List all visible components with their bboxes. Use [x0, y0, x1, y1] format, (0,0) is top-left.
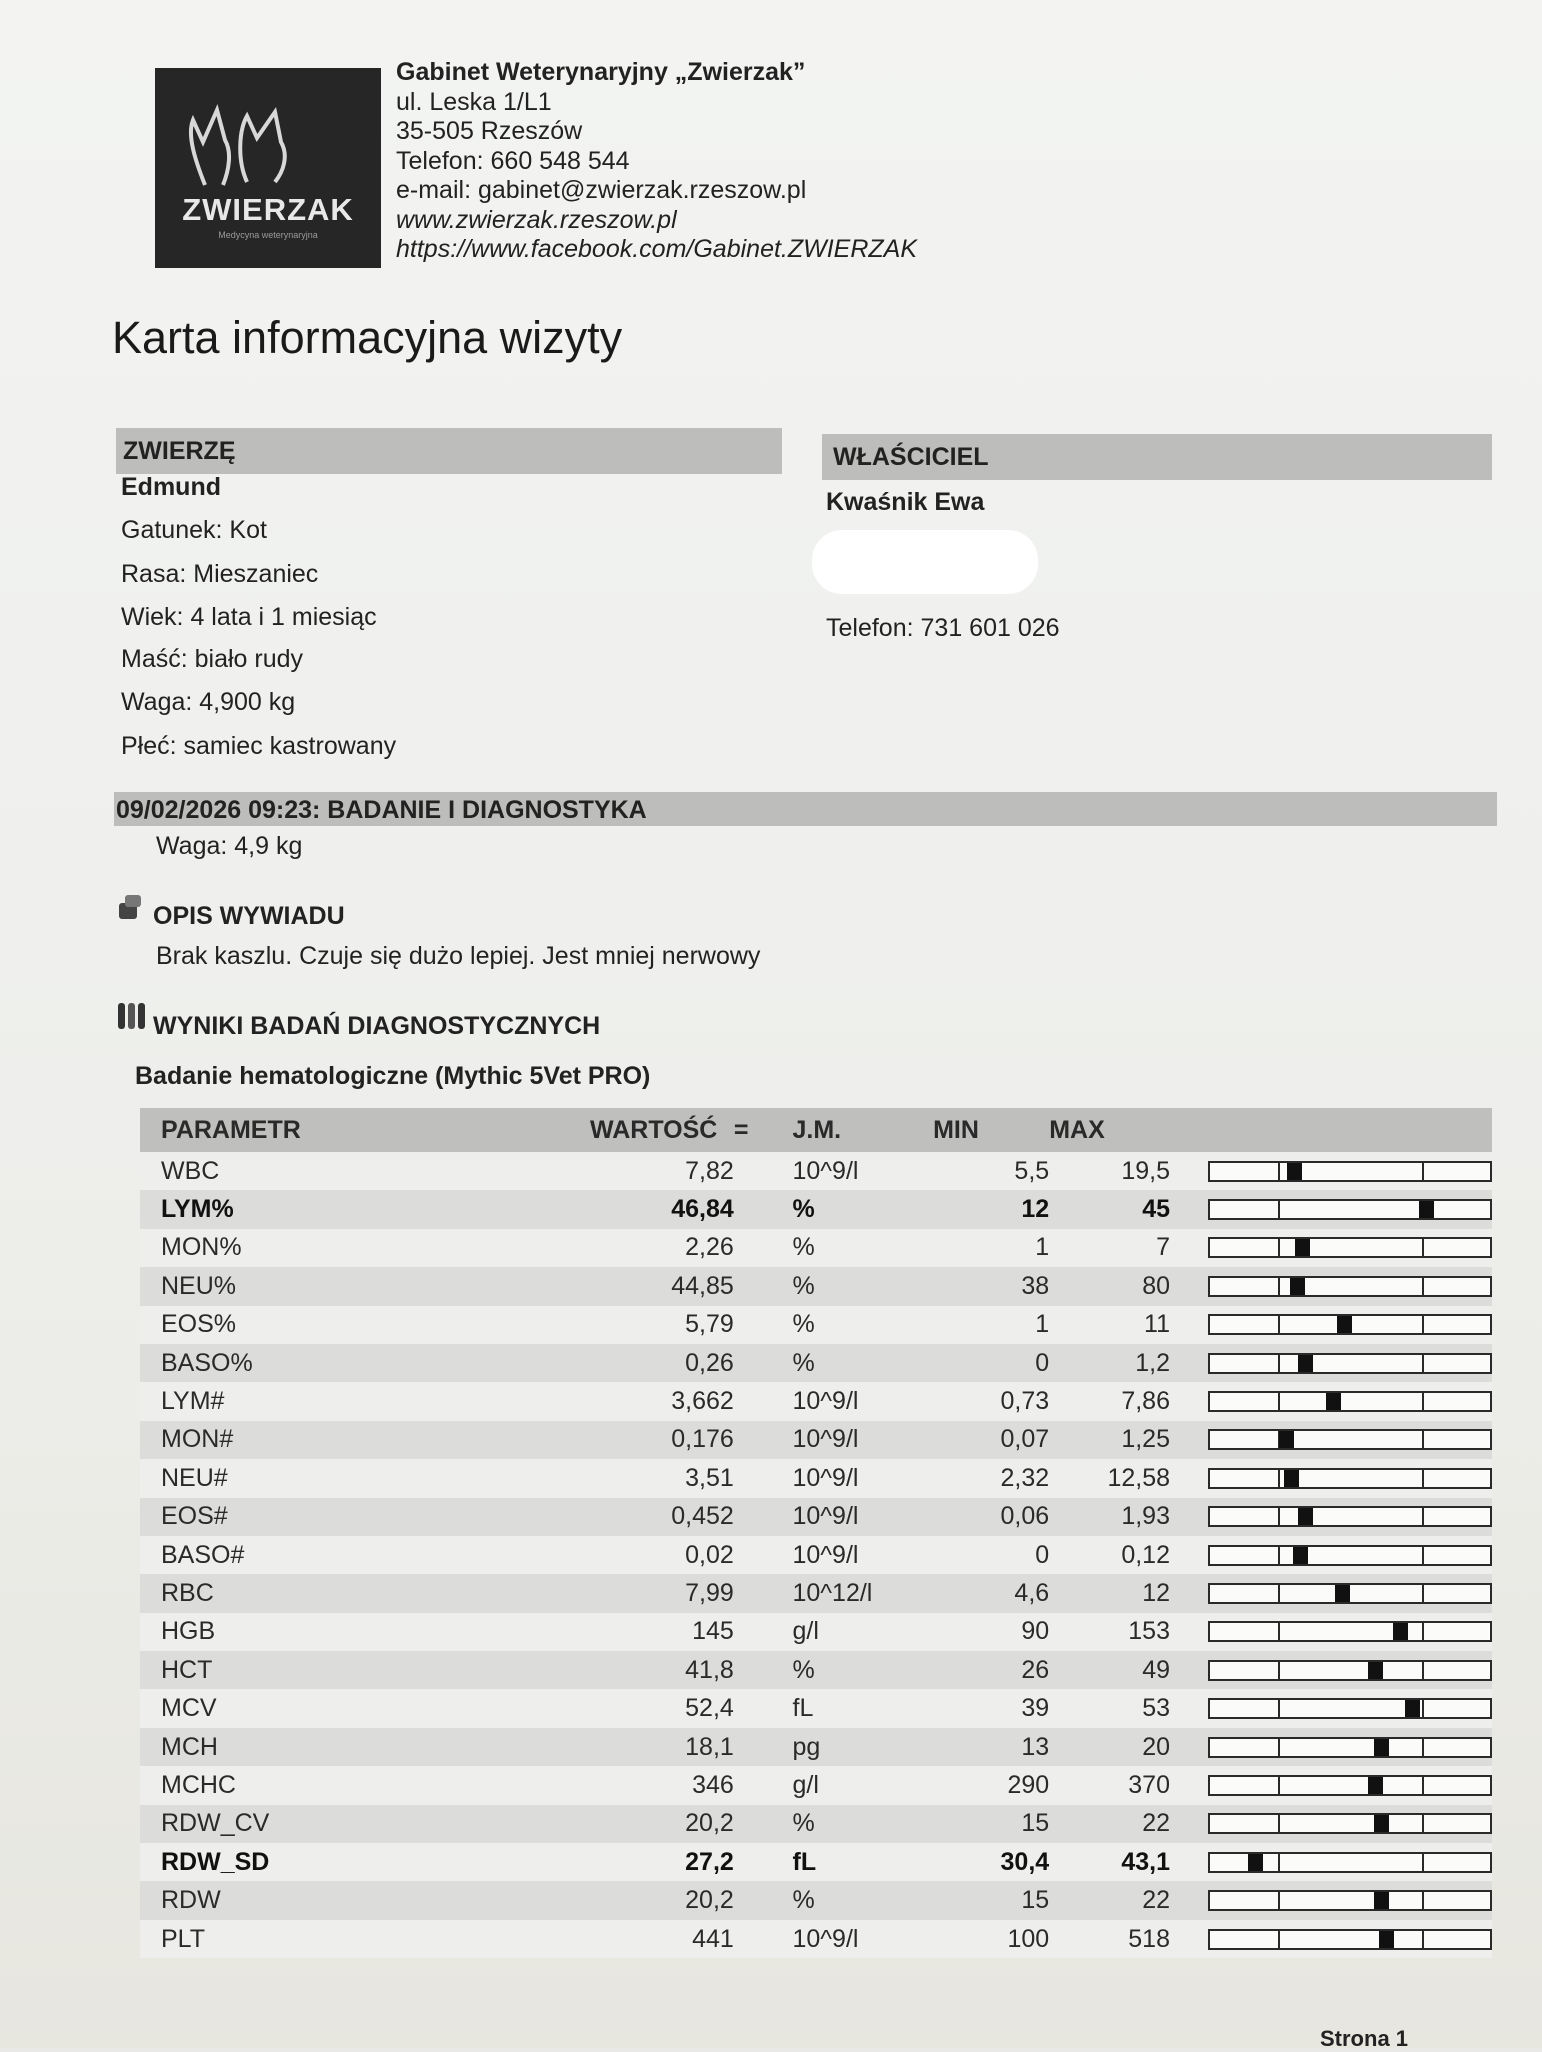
gauge-min-line — [1278, 1163, 1280, 1180]
clinic-phone: Telefon: 660 548 544 — [396, 146, 630, 175]
page-number: Strona 1 — [1320, 2026, 1409, 2051]
gauge-max-line — [1422, 1700, 1424, 1717]
gauge-marker — [1284, 1470, 1299, 1487]
col-min: MIN — [933, 1108, 1049, 1152]
range-gauge — [1208, 1583, 1492, 1604]
unit-cell: % — [767, 1805, 934, 1843]
results-header: WYNIKI BADAŃ DIAGNOSTYCZNYCH — [153, 1012, 601, 1040]
gauge-min-line — [1278, 1201, 1280, 1218]
range-gauge — [1208, 1506, 1492, 1527]
value-cell: 46,84 — [590, 1190, 734, 1228]
range-gauge-cell — [1170, 1843, 1492, 1881]
range-gauge-cell — [1170, 1536, 1492, 1574]
range-gauge — [1208, 1314, 1492, 1335]
gauge-min-line — [1278, 1316, 1280, 1333]
max-cell: 43,1 — [1049, 1843, 1170, 1881]
clinic-email: e-mail: gabinet@zwierzak.rzeszow.pl — [396, 176, 807, 204]
gauge-min-line — [1278, 1815, 1280, 1832]
animal-age: Wiek: 4 lata i 1 miesiąc — [121, 603, 377, 631]
table-row — [140, 1421, 1492, 1459]
table-row — [140, 1344, 1492, 1382]
value-cell: 41,8 — [590, 1651, 734, 1689]
unit-cell: 10^12/l — [767, 1574, 934, 1612]
unit-cell: % — [767, 1190, 934, 1228]
range-gauge — [1208, 1698, 1492, 1719]
eq-cell — [734, 1190, 767, 1228]
min-cell: 1 — [933, 1306, 1049, 1344]
gauge-marker — [1368, 1777, 1383, 1794]
range-gauge-cell — [1170, 1920, 1492, 1958]
value-cell: 2,26 — [590, 1229, 734, 1267]
range-gauge — [1208, 1276, 1492, 1297]
max-cell: 1,93 — [1049, 1498, 1170, 1536]
clinic-street: ul. Leska 1/L1 — [396, 87, 552, 116]
range-gauge-cell — [1170, 1229, 1492, 1267]
min-cell: 0 — [933, 1344, 1049, 1382]
range-gauge — [1208, 1813, 1492, 1834]
range-gauge-cell — [1170, 1306, 1492, 1344]
document-title: Karta informacyjna wizyty — [112, 312, 623, 363]
range-gauge — [1208, 1852, 1492, 1873]
gauge-max-line — [1422, 1547, 1424, 1564]
eq-cell — [734, 1421, 767, 1459]
gauge-marker — [1374, 1892, 1389, 1909]
gauge-max-line — [1422, 1777, 1424, 1794]
value-cell: 3,662 — [590, 1382, 734, 1420]
table-row — [140, 1805, 1492, 1843]
gauge-min-line — [1278, 1739, 1280, 1756]
value-cell: 20,2 — [590, 1805, 734, 1843]
min-cell: 290 — [933, 1766, 1049, 1804]
gauge-min-line — [1278, 1700, 1280, 1717]
redacted-address — [812, 530, 1038, 594]
col-param: PARAMETR — [140, 1108, 590, 1152]
param-cell: RBC — [140, 1574, 590, 1612]
range-gauge-cell — [1170, 1267, 1492, 1305]
param-cell: LYM% — [140, 1190, 590, 1228]
gauge-min-line — [1278, 1355, 1280, 1372]
value-cell: 0,176 — [590, 1421, 734, 1459]
unit-cell: 10^9/l — [767, 1459, 934, 1497]
unit-cell: 10^9/l — [767, 1920, 934, 1958]
animal-name: Edmund — [121, 473, 221, 501]
param-cell: RDW_SD — [140, 1843, 590, 1881]
gauge-max-line — [1422, 1662, 1424, 1679]
eq-cell — [734, 1306, 767, 1344]
gauge-max-line — [1422, 1316, 1424, 1333]
param-cell: RDW_CV — [140, 1805, 590, 1843]
max-cell: 19,5 — [1049, 1152, 1170, 1190]
gauge-max-line — [1422, 1278, 1424, 1295]
value-cell: 20,2 — [590, 1881, 734, 1919]
gauge-marker — [1290, 1278, 1305, 1295]
eq-cell — [734, 1536, 767, 1574]
min-cell: 15 — [933, 1881, 1049, 1919]
eq-cell — [734, 1267, 767, 1305]
range-gauge-cell — [1170, 1651, 1492, 1689]
range-gauge — [1208, 1161, 1492, 1182]
table-row — [140, 1382, 1492, 1420]
gauge-marker — [1337, 1316, 1352, 1333]
range-gauge — [1208, 1890, 1492, 1911]
eq-cell — [734, 1613, 767, 1651]
gauge-max-line — [1422, 1623, 1424, 1640]
range-gauge-cell — [1170, 1613, 1492, 1651]
min-cell: 0 — [933, 1536, 1049, 1574]
eq-cell — [734, 1344, 767, 1382]
owner-phone: Telefon: 731 601 026 — [826, 614, 1060, 642]
animal-species: Gatunek: Kot — [121, 516, 267, 544]
clinic-facebook: https://www.facebook.com/Gabinet.ZWIERZAK — [396, 235, 918, 263]
param-cell: MCV — [140, 1689, 590, 1727]
table-row — [140, 1459, 1492, 1497]
eq-cell — [734, 1459, 767, 1497]
max-cell: 80 — [1049, 1267, 1170, 1305]
col-range — [1170, 1108, 1492, 1152]
max-cell: 370 — [1049, 1766, 1170, 1804]
gauge-min-line — [1278, 1931, 1280, 1948]
range-gauge-cell — [1170, 1421, 1492, 1459]
gauge-min-line — [1278, 1662, 1280, 1679]
unit-cell: % — [767, 1344, 934, 1382]
param-cell: MON% — [140, 1229, 590, 1267]
range-gauge — [1208, 1660, 1492, 1681]
value-cell: 7,82 — [590, 1152, 734, 1190]
gauge-min-line — [1278, 1547, 1280, 1564]
table-row — [140, 1651, 1492, 1689]
max-cell: 11 — [1049, 1306, 1170, 1344]
eq-cell — [734, 1766, 767, 1804]
gauge-max-line — [1422, 1163, 1424, 1180]
unit-cell: 10^9/l — [767, 1152, 934, 1190]
gauge-min-line — [1278, 1393, 1280, 1410]
param-cell: BASO% — [140, 1344, 590, 1382]
logo-wordmark: ZWIERZAK — [182, 192, 354, 227]
gauge-min-line — [1278, 1777, 1280, 1794]
max-cell: 0,12 — [1049, 1536, 1170, 1574]
results-header-row — [140, 1108, 1492, 1152]
max-cell: 49 — [1049, 1651, 1170, 1689]
range-gauge-cell — [1170, 1689, 1492, 1727]
clinic-city: 35-505 Rzeszów — [396, 117, 583, 145]
test-tubes-icon — [116, 1001, 148, 1036]
param-cell: EOS% — [140, 1306, 590, 1344]
range-gauge — [1208, 1237, 1492, 1258]
col-unit: J.M. — [767, 1108, 934, 1152]
unit-cell: fL — [767, 1843, 934, 1881]
unit-cell: g/l — [767, 1613, 934, 1651]
param-cell: MON# — [140, 1421, 590, 1459]
clinic-website: www.zwierzak.rzeszow.pl — [396, 205, 677, 234]
range-gauge-cell — [1170, 1459, 1492, 1497]
clinic-name: Gabinet Weterynaryjny „Zwierzak” — [396, 58, 806, 86]
min-cell: 0,06 — [933, 1498, 1049, 1536]
eq-cell — [734, 1881, 767, 1919]
max-cell: 53 — [1049, 1689, 1170, 1727]
min-cell: 12 — [933, 1190, 1049, 1228]
min-cell: 5,5 — [933, 1152, 1049, 1190]
eq-cell — [734, 1651, 767, 1689]
animal-sex: Płeć: samiec kastrowany — [121, 732, 397, 760]
gauge-marker — [1379, 1931, 1394, 1948]
gauge-min-line — [1278, 1470, 1280, 1487]
value-cell: 5,79 — [590, 1306, 734, 1344]
range-gauge-cell — [1170, 1766, 1492, 1804]
unit-cell: 10^9/l — [767, 1498, 934, 1536]
gauge-marker — [1393, 1623, 1408, 1640]
max-cell: 153 — [1049, 1613, 1170, 1651]
unit-cell: pg — [767, 1728, 934, 1766]
range-gauge-cell — [1170, 1344, 1492, 1382]
unit-cell: fL — [767, 1689, 934, 1727]
table-row — [140, 1574, 1492, 1612]
gauge-min-line — [1278, 1892, 1280, 1909]
table-row — [140, 1881, 1492, 1919]
table-row — [140, 1536, 1492, 1574]
param-cell: PLT — [140, 1920, 590, 1958]
min-cell: 30,4 — [933, 1843, 1049, 1881]
param-cell: MCH — [140, 1728, 590, 1766]
param-cell: EOS# — [140, 1498, 590, 1536]
gauge-min-line — [1278, 1278, 1280, 1295]
visit-weight: Waga: 4,9 kg — [156, 832, 303, 860]
gauge-max-line — [1422, 1470, 1424, 1487]
eq-cell — [734, 1152, 767, 1190]
gauge-marker — [1374, 1815, 1389, 1832]
animal-section-header: ZWIERZĘ — [116, 428, 782, 474]
min-cell: 2,32 — [933, 1459, 1049, 1497]
param-cell: HGB — [140, 1613, 590, 1651]
col-max: MAX — [1049, 1108, 1170, 1152]
max-cell: 7 — [1049, 1229, 1170, 1267]
range-gauge-cell — [1170, 1805, 1492, 1843]
visit-header: 09/02/2026 09:23: BADANIE I DIAGNOSTYKA — [114, 792, 1497, 826]
gauge-max-line — [1422, 1931, 1424, 1948]
value-cell: 52,4 — [590, 1689, 734, 1727]
range-gauge — [1208, 1621, 1492, 1642]
table-row — [140, 1766, 1492, 1804]
param-cell: MCHC — [140, 1766, 590, 1804]
table-row — [140, 1190, 1492, 1228]
max-cell: 22 — [1049, 1805, 1170, 1843]
gauge-marker — [1405, 1700, 1420, 1717]
eq-cell — [734, 1843, 767, 1881]
max-cell: 12,58 — [1049, 1459, 1170, 1497]
animal-color: Maść: biało rudy — [121, 645, 304, 673]
min-cell: 0,73 — [933, 1382, 1049, 1420]
gauge-marker — [1298, 1508, 1313, 1525]
range-gauge-cell — [1170, 1498, 1492, 1536]
table-row — [140, 1728, 1492, 1766]
range-gauge — [1208, 1353, 1492, 1374]
value-cell: 18,1 — [590, 1728, 734, 1766]
param-cell: LYM# — [140, 1382, 590, 1420]
min-cell: 39 — [933, 1689, 1049, 1727]
col-eq: = — [734, 1108, 767, 1152]
gauge-marker — [1419, 1201, 1434, 1218]
gauge-marker — [1374, 1739, 1389, 1756]
max-cell: 1,2 — [1049, 1344, 1170, 1382]
gauge-marker — [1287, 1163, 1302, 1180]
table-row — [140, 1152, 1492, 1190]
table-row — [140, 1613, 1492, 1651]
gauge-min-line — [1278, 1854, 1280, 1871]
min-cell: 4,6 — [933, 1574, 1049, 1612]
value-cell: 0,26 — [590, 1344, 734, 1382]
min-cell: 26 — [933, 1651, 1049, 1689]
gauge-marker — [1295, 1239, 1310, 1256]
logo-tagline: Medycyna weterynaryjna — [218, 230, 318, 240]
test-name: Badanie hematologiczne (Mythic 5Vet PRO) — [135, 1062, 651, 1090]
value-cell: 346 — [590, 1766, 734, 1804]
interview-icon — [116, 893, 144, 928]
gauge-max-line — [1422, 1892, 1424, 1909]
interview-text: Brak kaszlu. Czuje się dużo lepiej. Jest mniej nerwowy — [156, 942, 761, 970]
gauge-max-line — [1422, 1815, 1424, 1832]
unit-cell: 10^9/l — [767, 1382, 934, 1420]
unit-cell: % — [767, 1306, 934, 1344]
value-cell: 441 — [590, 1920, 734, 1958]
max-cell: 518 — [1049, 1920, 1170, 1958]
range-gauge-cell — [1170, 1382, 1492, 1420]
value-cell: 44,85 — [590, 1267, 734, 1305]
min-cell: 100 — [933, 1920, 1049, 1958]
range-gauge — [1208, 1199, 1492, 1220]
gauge-max-line — [1422, 1739, 1424, 1756]
unit-cell: % — [767, 1651, 934, 1689]
min-cell: 13 — [933, 1728, 1049, 1766]
range-gauge — [1208, 1775, 1492, 1796]
interview-header: OPIS WYWIADU — [153, 902, 345, 930]
unit-cell: % — [767, 1229, 934, 1267]
gauge-marker — [1326, 1393, 1341, 1410]
table-row — [140, 1267, 1492, 1305]
gauge-min-line — [1278, 1508, 1280, 1525]
range-gauge — [1208, 1737, 1492, 1758]
unit-cell: % — [767, 1881, 934, 1919]
results-body — [140, 1152, 1492, 1958]
table-row — [140, 1843, 1492, 1881]
table-row — [140, 1229, 1492, 1267]
value-cell: 0,452 — [590, 1498, 734, 1536]
eq-cell — [734, 1805, 767, 1843]
table-row — [140, 1689, 1492, 1727]
range-gauge-cell — [1170, 1881, 1492, 1919]
value-cell: 7,99 — [590, 1574, 734, 1612]
max-cell: 45 — [1049, 1190, 1170, 1228]
owner-section-header: WŁAŚCICIEL — [822, 434, 1492, 480]
param-cell: NEU# — [140, 1459, 590, 1497]
param-cell: WBC — [140, 1152, 590, 1190]
gauge-marker — [1335, 1585, 1350, 1602]
max-cell: 12 — [1049, 1574, 1170, 1612]
eq-cell — [734, 1498, 767, 1536]
range-gauge — [1208, 1929, 1492, 1950]
range-gauge — [1208, 1545, 1492, 1566]
unit-cell: 10^9/l — [767, 1421, 934, 1459]
gauge-min-line — [1278, 1239, 1280, 1256]
max-cell: 22 — [1049, 1881, 1170, 1919]
clinic-info — [396, 58, 917, 265]
gauge-marker — [1248, 1854, 1263, 1871]
param-cell: RDW — [140, 1881, 590, 1919]
range-gauge-cell — [1170, 1190, 1492, 1228]
eq-cell — [734, 1920, 767, 1958]
param-cell: NEU% — [140, 1267, 590, 1305]
gauge-marker — [1368, 1662, 1383, 1679]
unit-cell: % — [767, 1267, 934, 1305]
eq-cell — [734, 1574, 767, 1612]
col-value: WARTOŚĆ — [590, 1108, 734, 1152]
clinic-logo — [155, 68, 381, 268]
value-cell: 27,2 — [590, 1843, 734, 1881]
range-gauge — [1208, 1468, 1492, 1489]
value-cell: 0,02 — [590, 1536, 734, 1574]
gauge-marker — [1293, 1547, 1308, 1564]
results-table — [140, 1108, 1492, 1958]
min-cell: 38 — [933, 1267, 1049, 1305]
eq-cell — [734, 1229, 767, 1267]
gauge-max-line — [1422, 1355, 1424, 1372]
gauge-max-line — [1422, 1854, 1424, 1871]
range-gauge — [1208, 1391, 1492, 1412]
gauge-max-line — [1422, 1585, 1424, 1602]
animal-weight: Waga: 4,900 kg — [121, 688, 296, 716]
value-cell: 3,51 — [590, 1459, 734, 1497]
max-cell: 20 — [1049, 1728, 1170, 1766]
cats-logo-icon — [177, 90, 357, 200]
animal-breed: Rasa: Mieszaniec — [121, 560, 319, 588]
min-cell: 1 — [933, 1229, 1049, 1267]
unit-cell: g/l — [767, 1766, 934, 1804]
owner-name: Kwaśnik Ewa — [826, 488, 985, 516]
range-gauge-cell — [1170, 1152, 1492, 1190]
eq-cell — [734, 1382, 767, 1420]
min-cell: 0,07 — [933, 1421, 1049, 1459]
min-cell: 15 — [933, 1805, 1049, 1843]
param-cell: BASO# — [140, 1536, 590, 1574]
max-cell: 1,25 — [1049, 1421, 1170, 1459]
gauge-min-line — [1278, 1623, 1280, 1640]
table-row — [140, 1306, 1492, 1344]
gauge-marker — [1279, 1431, 1294, 1448]
max-cell: 7,86 — [1049, 1382, 1170, 1420]
unit-cell: 10^9/l — [767, 1536, 934, 1574]
range-gauge-cell — [1170, 1574, 1492, 1612]
gauge-max-line — [1422, 1508, 1424, 1525]
gauge-max-line — [1422, 1393, 1424, 1410]
gauge-marker — [1298, 1355, 1313, 1372]
gauge-min-line — [1278, 1585, 1280, 1602]
param-cell: HCT — [140, 1651, 590, 1689]
gauge-max-line — [1422, 1239, 1424, 1256]
gauge-max-line — [1422, 1431, 1424, 1448]
range-gauge — [1208, 1429, 1492, 1450]
table-row — [140, 1498, 1492, 1536]
eq-cell — [734, 1728, 767, 1766]
eq-cell — [734, 1689, 767, 1727]
min-cell: 90 — [933, 1613, 1049, 1651]
range-gauge-cell — [1170, 1728, 1492, 1766]
table-row — [140, 1920, 1492, 1958]
value-cell: 145 — [590, 1613, 734, 1651]
